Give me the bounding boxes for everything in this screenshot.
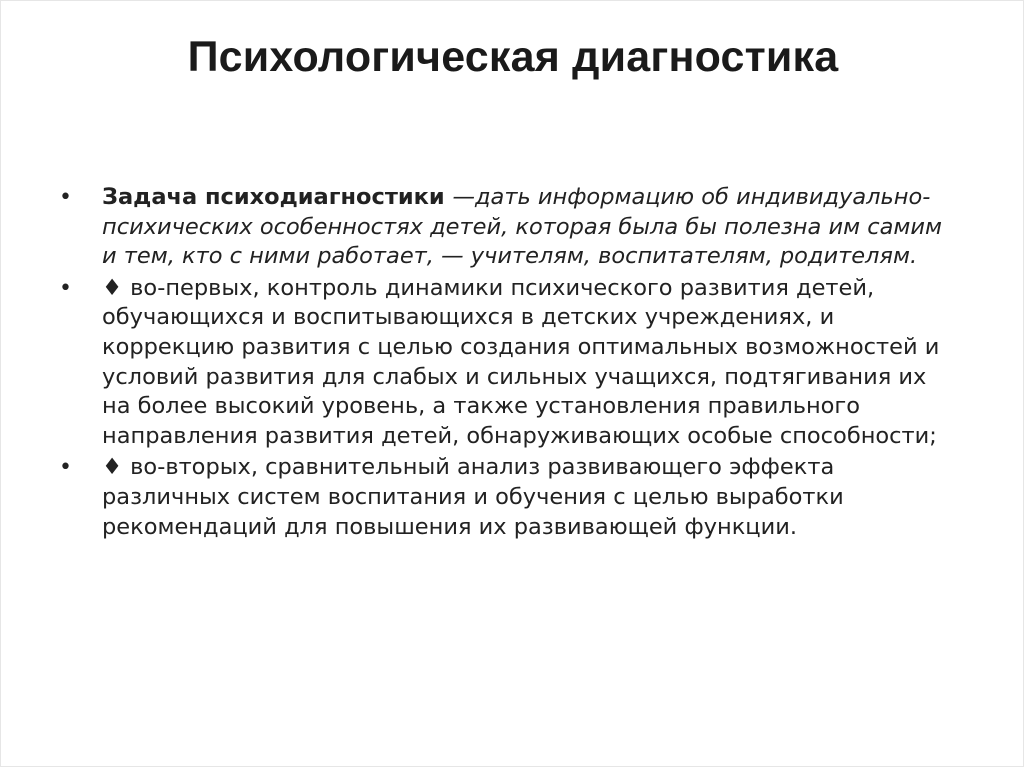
bullet-item-first <box>59 274 959 452</box>
first-point-text: во-первых, контроль динамики психического развития детей, обучающихся и воспитывающихся в детских учреждениях, и коррекцию развития с целью создания оптимальных возможностей и условий развития для слабых и сильных учащихся, подтягивания их на более высокий уровень, а также установления правильного направления развития детей, обнаруживающих особые способности; <box>102 274 940 449</box>
bullet-marker: • <box>59 185 72 210</box>
second-point-text: во-вторых, сравнительный анализ развивающего эффекта различных систем воспитания и обучения с целью выработки рекомендаций для повышения их развивающей функции. <box>102 454 844 540</box>
task-lead-text: Задача психодиагностики <box>102 184 453 210</box>
task-description: —дать информацию об индивидуально-психических особенностях детей, которая была бы полезна им самим и тем, кто с ними работает, — учителям, воспитателям, родителям. <box>102 184 942 270</box>
slide-title: Психологическая диагностика <box>187 33 839 81</box>
bullet-marker: • <box>59 275 72 301</box>
bullet-item-task <box>59 183 959 272</box>
bullet-item-second <box>59 453 959 542</box>
bullet-marker: • <box>59 455 72 481</box>
diamond-icon: ♦ <box>102 274 123 301</box>
bullet-list <box>59 183 959 544</box>
diamond-icon: ♦ <box>102 454 123 481</box>
